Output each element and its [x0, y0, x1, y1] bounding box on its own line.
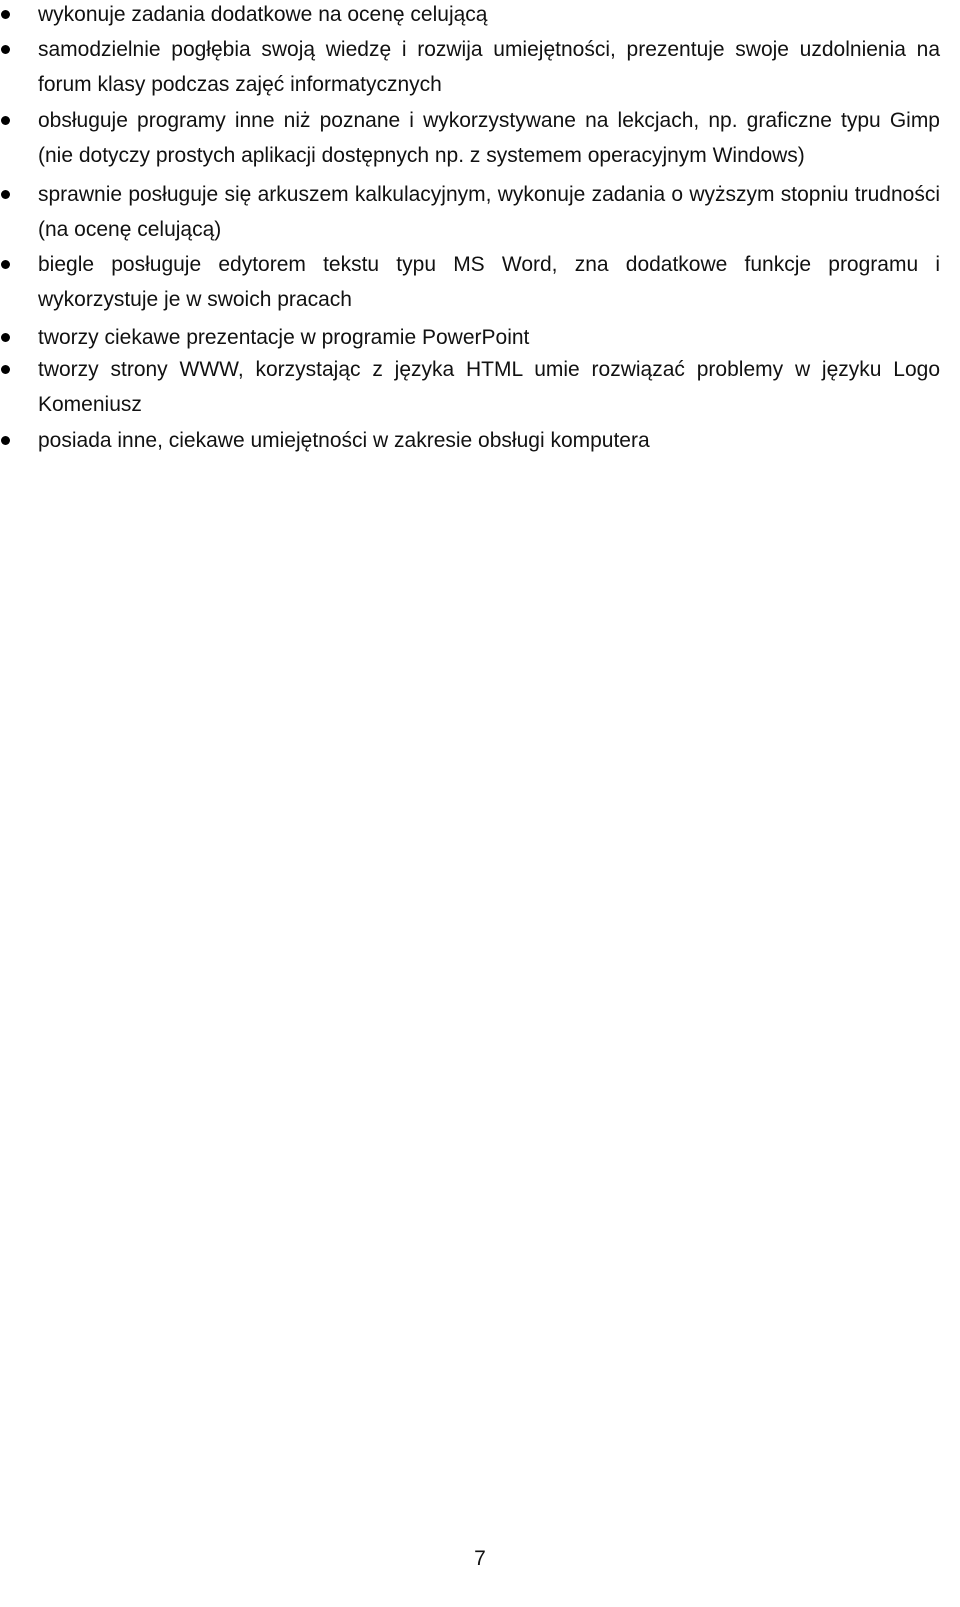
page-number: 7: [474, 1547, 486, 1570]
list-item: [0, 352, 940, 422]
bullet-icon: [1, 10, 10, 19]
list-item-text: posiada inne, ciekawe umiejętności w zakresie obsługi komputera: [38, 429, 650, 452]
bullet-icon: [1, 45, 10, 54]
list-item-text: obsługuje programy inne niż poznane i wykorzystywane na lekcjach, np. graficzne typu Gimp (nie dotyczy prostych aplikacji dostępnych np. z systemem operacyjnym Windows): [38, 109, 940, 167]
list-item: [0, 177, 940, 247]
list-item: [0, 423, 940, 458]
bullet-icon: [1, 333, 10, 342]
list-item-text: biegle posługuje edytorem tekstu typu MS Word, zna dodatkowe funkcje programu i wykorzystuje je w swoich pracach: [38, 253, 940, 311]
bullet-icon: [1, 190, 10, 199]
bullet-icon: [1, 260, 10, 269]
list-item: [0, 320, 940, 355]
requirements-list: [0, 0, 940, 458]
list-item-text: tworzy ciekawe prezentacje w programie PowerPoint: [38, 326, 530, 349]
list-item: [0, 247, 940, 317]
bullet-icon: [1, 365, 10, 374]
list-item-text: wykonuje zadania dodatkowe na ocenę celującą: [38, 3, 488, 26]
bullet-icon: [1, 436, 10, 445]
list-item-text: samodzielnie pogłębia swoją wiedzę i rozwija umiejętności, prezentuje swoje uzdolnienia na forum klasy podczas zajęć informatycznych: [38, 38, 940, 96]
list-item: [0, 32, 940, 102]
bullet-icon: [1, 116, 10, 125]
list-item: [0, 103, 940, 173]
list-item-text: tworzy strony WWW, korzystając z języka HTML umie rozwiązać problemy w języku Logo Komeniusz: [38, 358, 940, 416]
list-item-text: sprawnie posługuje się arkuszem kalkulacyjnym, wykonuje zadania o wyższym stopniu trudności (na ocenę celującą): [38, 183, 940, 241]
list-item: [0, 0, 940, 32]
